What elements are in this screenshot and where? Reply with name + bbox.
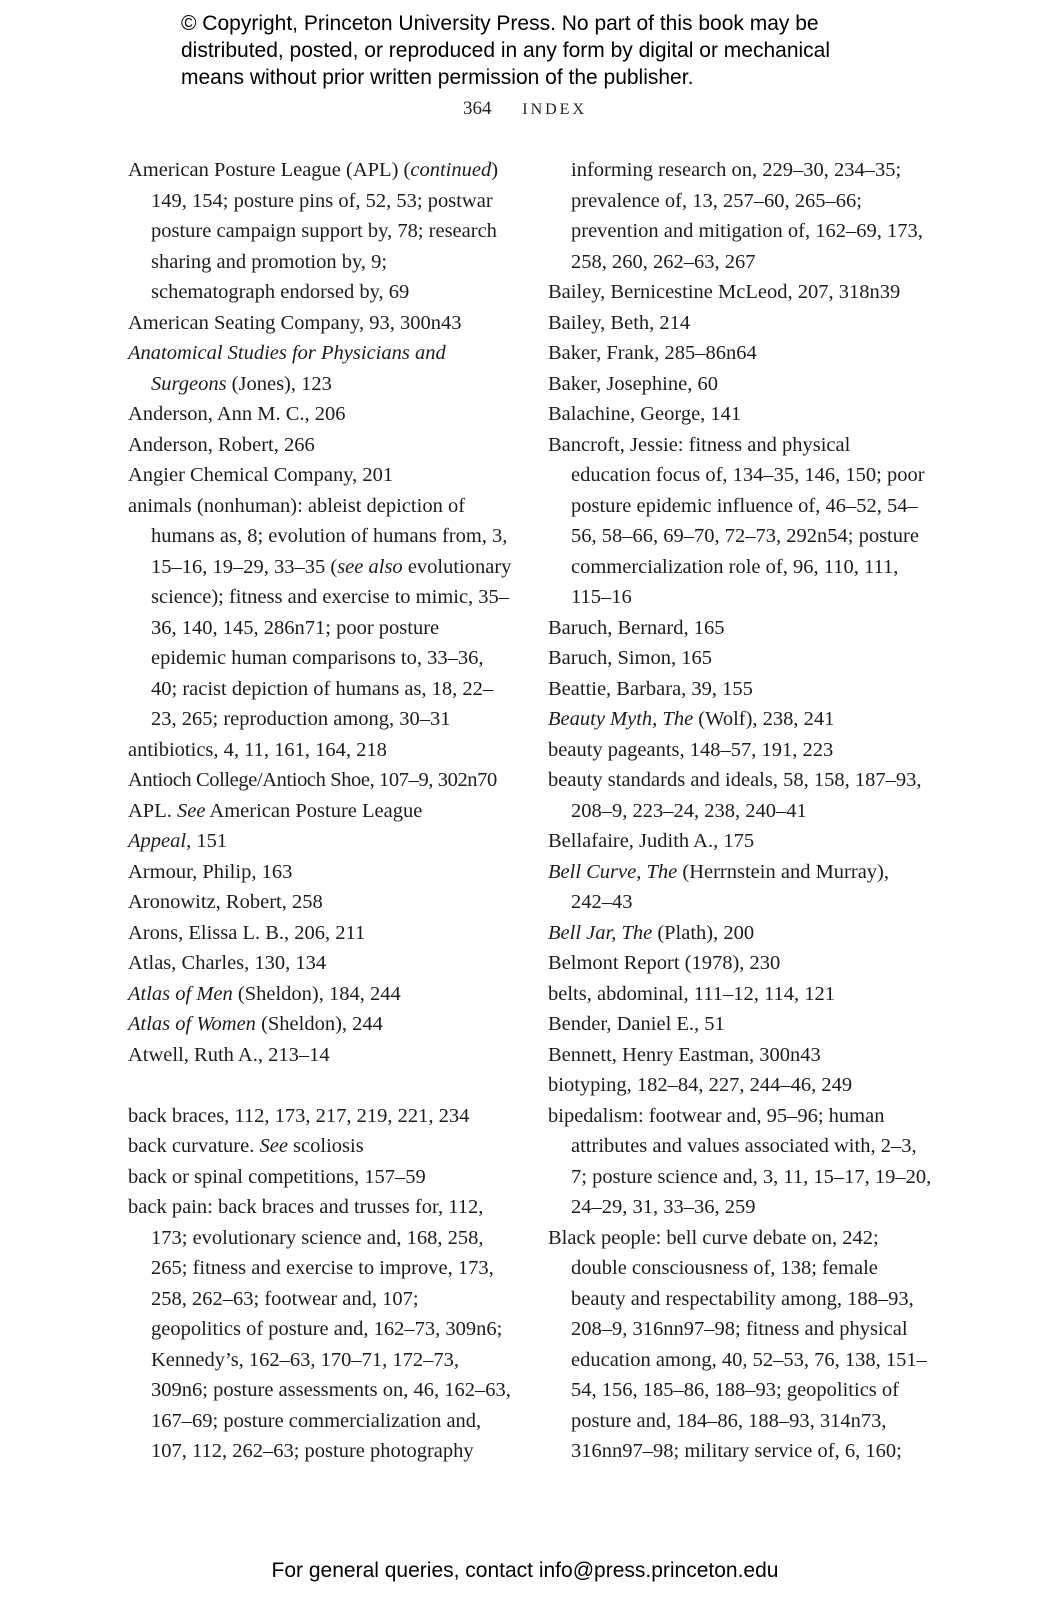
index-entry: back braces, 112, 173, 217, 219, 221, 234 (128, 1104, 470, 1127)
index-entry: Balachine, George, 141 (548, 403, 742, 425)
index-entry: beauty standards and ideals, 58, 158, 187–93, 208–9, 223–24, 238, 240–41 (548, 769, 922, 822)
index-entry: Black people: bell curve debate on, 242; double consciousness of, 138; female beauty and respectability among, 188–93, 208–9, 316nn97–98; fitness and physical education among, 40, 52–53, 76, 138, 151–54, 156, 185–86, 188–93; geopolitics of posture and, 184–86, 188–93, 314n73, 316nn97–98; military service of, 6, 160; (548, 1226, 927, 1462)
index-entry: Atlas, Charles, 130, 134 (128, 952, 327, 974)
index-entry: Atwell, Ruth A., 213–14 (128, 1043, 330, 1066)
index-column-left (128, 155, 513, 1467)
index-entry: Anderson, Robert, 266 (128, 433, 315, 456)
copyright-notice (181, 10, 901, 91)
index-entry: Arons, Elissa L. B., 206, 211 (128, 921, 366, 944)
copyright-line: © Copyright, Princeton University Press. No part of this book may be (181, 12, 819, 35)
section-title: INDEX (522, 101, 587, 118)
index-entry: Bailey, Beth, 214 (548, 311, 691, 334)
index-entry: Antioch College/Antioch Shoe, 107–9, 302n70 (128, 769, 497, 791)
index-entry: American Seating Company, 93, 300n43 (128, 311, 462, 334)
index-entry: Armour, Philip, 163 (128, 860, 293, 883)
index-entry-continuation: 149, 154; posture pins of, 52, 53; postwar posture campaign support by, 78; research sharing and promotion by, 9; schematograph endorsed by, 69 (151, 189, 497, 303)
index-entry: Belmont Report (1978), 230 (548, 952, 781, 974)
index-entry: Bancroft, Jessie: fitness and physical education focus of, 134–35, 146, 150; poor posture epidemic influence of, 46–52, 54–56, 58–66, 69–70, 72–73, 292n54; posture commercialization role of, 96, 110, 111, 115–16 (548, 433, 925, 608)
index-entry: antibiotics, 4, 11, 161, 164, 218 (128, 738, 387, 761)
index-entry: Bell Curve, The (Herrnstein and Murray), 242–43 (548, 860, 890, 913)
index-entry: back pain: back braces and trusses for, 112, 173; evolutionary science and, 168, 258, 265; fitness and exercise to improve, 173, 258, 262–63; footwear and, 107; geopolitics of posture and, 162–73, 309n6; Kennedy’s, 162–63, 170–71, 172–73, 309n6; posture assessments on, 46, 162–63, 167–69; posture commercialization and, 107, 112, 262–63; posture photography (128, 1196, 511, 1462)
index-entry: APL. See American Posture League (128, 799, 423, 822)
index-entry-continuation: informing research on, 229–30, 234–35; prevalence of, 13, 257–60, 265–66; prevention and mitigation of, 162–69, 173, 258, 260, 262–63, 267 (571, 159, 923, 273)
index-entry: Beauty Myth, The (Wolf), 238, 241 (548, 708, 835, 730)
index-entry: back curvature. See scoliosis (128, 1135, 364, 1157)
running-head (0, 98, 1050, 120)
index-entry: bipedalism: footwear and, 95–96; human attributes and values associated with, 2–3, 7; posture science and, 3, 11, 15–17, 19–20, 24–29, 31, 33–36, 259 (548, 1104, 932, 1218)
index-entry: Angier Chemical Company, 201 (128, 464, 394, 486)
index-entry: Bender, Daniel E., 51 (548, 1013, 725, 1035)
index-entry: biotyping, 182–84, 227, 244–46, 249 (548, 1074, 853, 1096)
copyright-line: distributed, posted, or reproduced in any form by digital or mechanical (181, 39, 831, 62)
index-entry: Bell Jar, The (Plath), 200 (548, 921, 755, 944)
index-entry: Bellafaire, Judith A., 175 (548, 830, 755, 852)
index-entry: Anatomical Studies for Physicians and Surgeons (Jones), 123 (128, 342, 446, 395)
index-entry: Baruch, Bernard, 165 (548, 616, 725, 639)
index-entry: Baker, Josephine, 60 (548, 372, 718, 395)
index-entry: Baruch, Simon, 165 (548, 647, 712, 669)
index-entry: Anderson, Ann M. C., 206 (128, 403, 346, 425)
index-entry: American Posture League (APL) (continued) (128, 159, 499, 181)
index-entry: Appeal, 151 (128, 830, 228, 852)
index-entry: Bailey, Bernicestine McLeod, 207, 318n39 (548, 281, 901, 303)
index-entry: Bennett, Henry Eastman, 300n43 (548, 1043, 821, 1066)
index-column-right (548, 155, 933, 1467)
letter-group-gap (128, 1070, 513, 1101)
index-entry: Atlas of Women (Sheldon), 244 (128, 1013, 383, 1035)
index-entry: Aronowitz, Robert, 258 (128, 891, 323, 913)
index-entry: Baker, Frank, 285–86n64 (548, 342, 757, 364)
index-entry: animals (nonhuman): ableist depiction of humans as, 8; evolution of humans from, 3, 15–16, 19–29, 33–35 (see also evolutionary science); fitness and exercise to mimic, 35–36, 140, 145, 286n71; poor posture epidemic human comparisons to, 33–36, 40; racist depiction of humans as, 18, 22–23, 265; reproduction among, 30–31 (128, 494, 512, 730)
index-entry: Beattie, Barbara, 39, 155 (548, 677, 753, 700)
index-entry: beauty pageants, 148–57, 191, 223 (548, 738, 834, 761)
index-entry: back or spinal competitions, 157–59 (128, 1165, 426, 1188)
copyright-line: means without prior written permission of the publisher. (181, 66, 694, 89)
page-number: 364 (462, 98, 492, 119)
index-entry: Atlas of Men (Sheldon), 184, 244 (128, 982, 401, 1005)
index-entry: belts, abdominal, 111–12, 114, 121 (548, 982, 835, 1005)
footer-contact: For general queries, contact info@press.princeton.edu (271, 1559, 779, 1582)
